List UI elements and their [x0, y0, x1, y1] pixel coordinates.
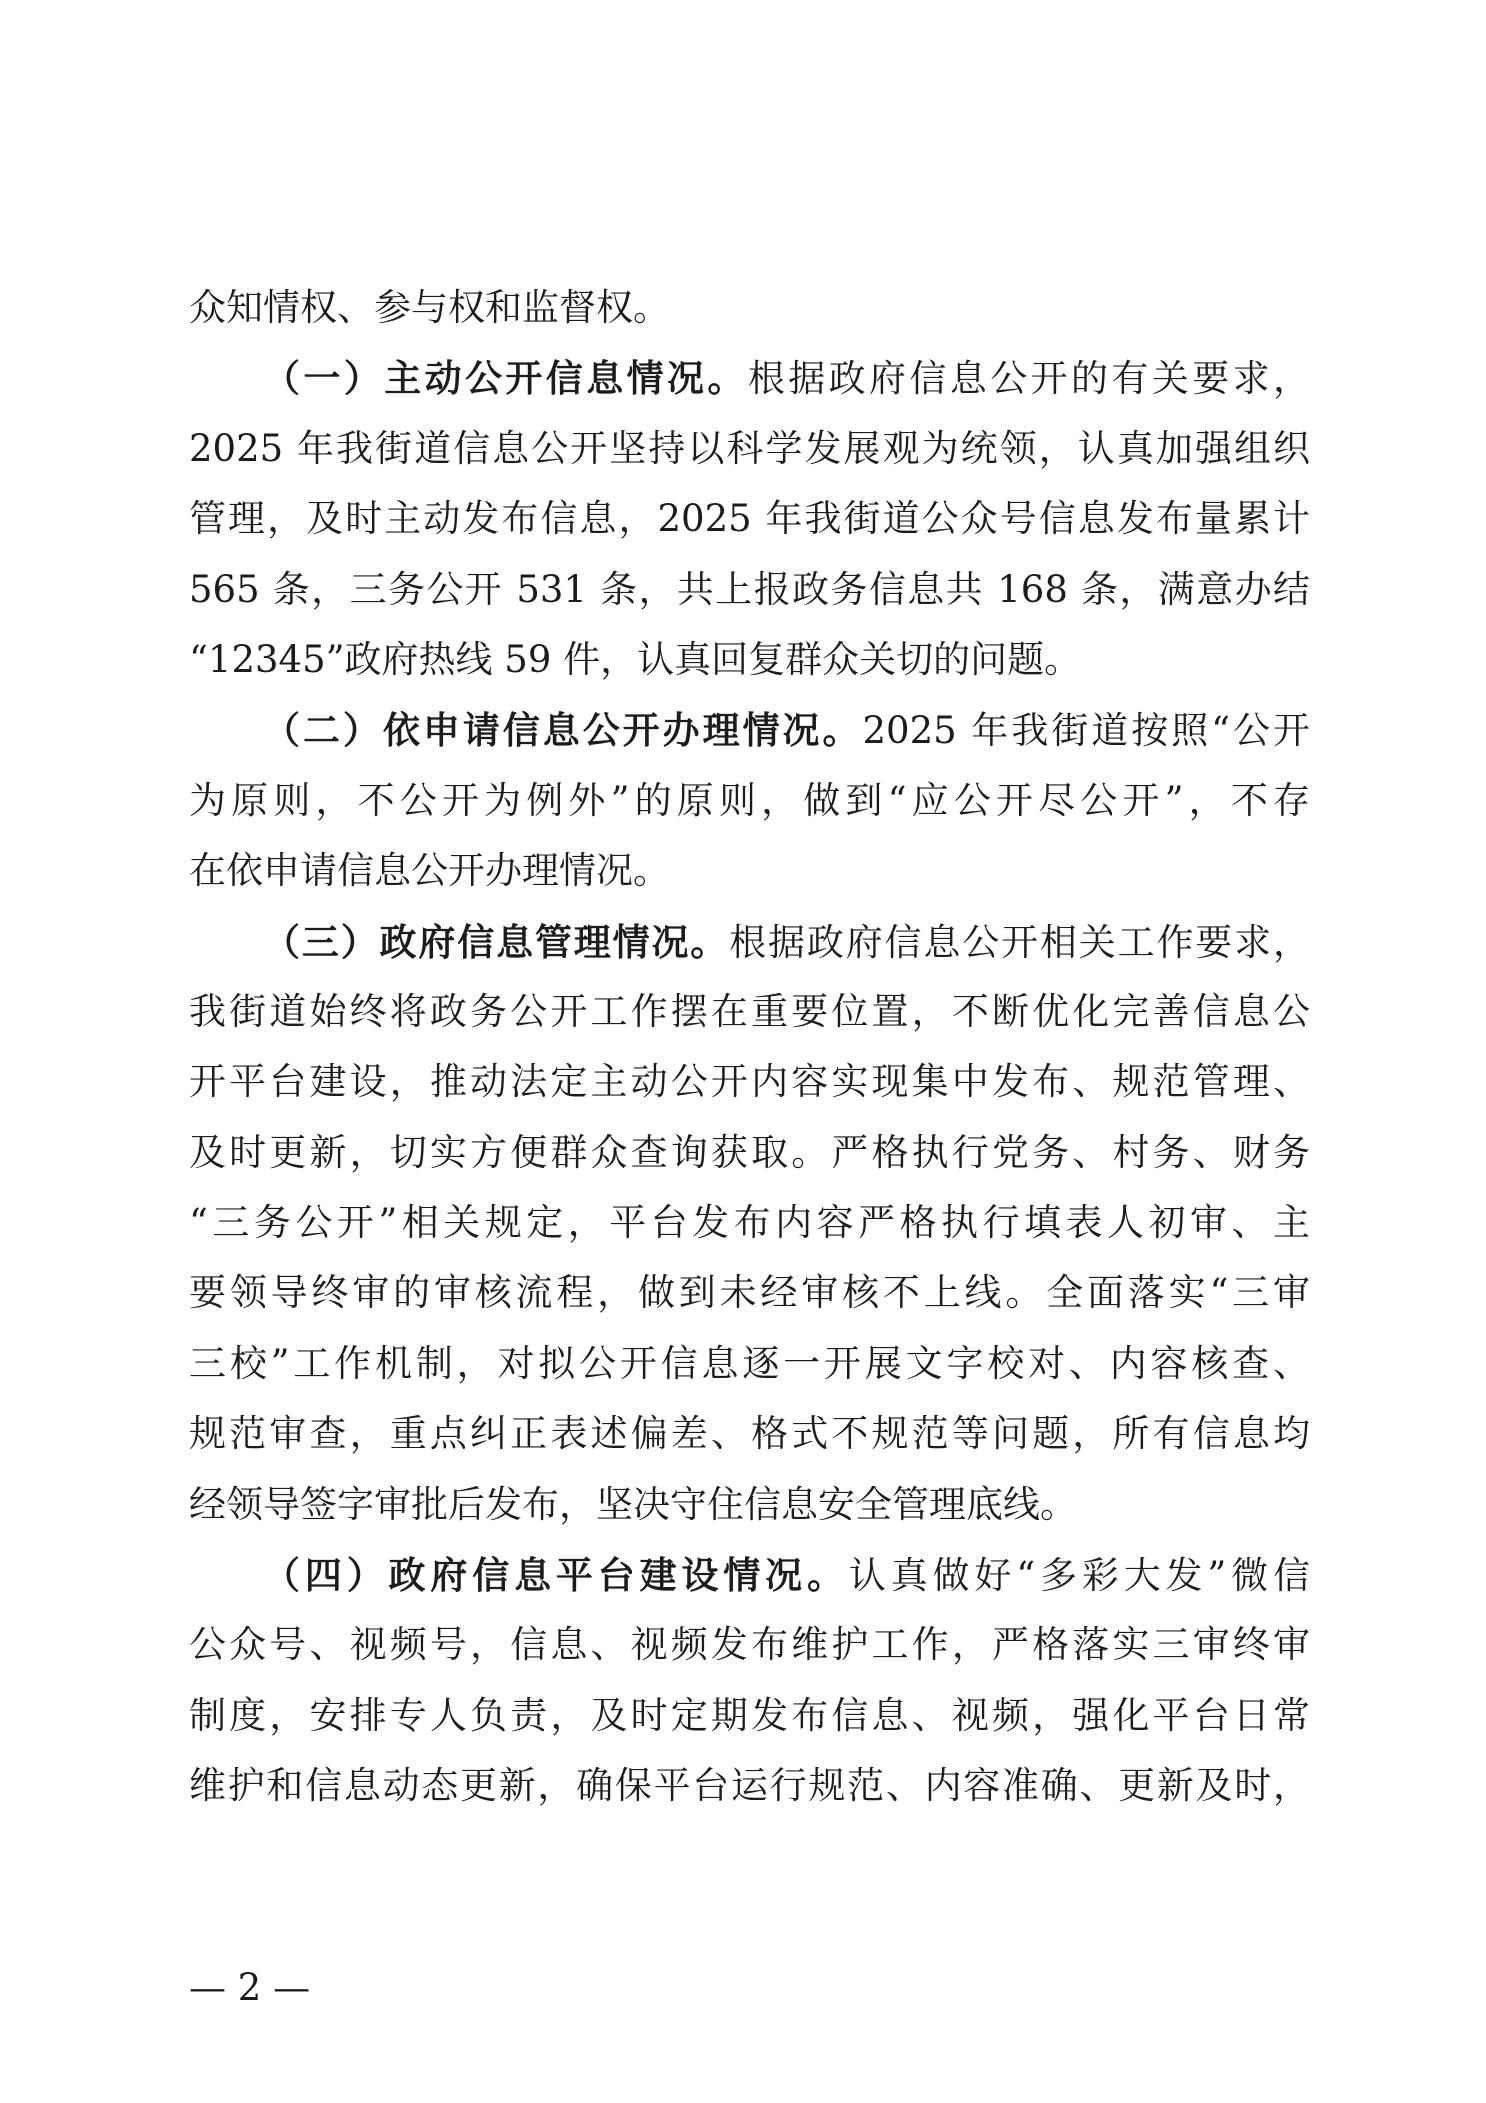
- text-line: 制度，安排专人负责，及时定期发布信息、视频，强化平台日常: [189, 1693, 1310, 1737]
- text-line: 2025 年我街道信息公开坚持以科学发展观为统领，认真加强组织: [189, 426, 1310, 470]
- paragraph-platform-construction: [189, 1540, 1310, 1822]
- page-number: — 2 —: [189, 1966, 311, 2009]
- text-line: [189, 1540, 1310, 1610]
- text-line: [189, 907, 1310, 977]
- text-line: [189, 695, 1310, 765]
- text-line: 公众号、视频号，信息、视频发布维护工作，严格落实三审终审: [189, 1623, 1310, 1667]
- text-span: 根据政府信息公开的有关要求，: [747, 357, 1310, 401]
- text-line: 我街道始终将政务公开工作摆在重要位置，不断优化完善信息公: [189, 989, 1310, 1033]
- paragraph-continuation: [189, 273, 1310, 343]
- text-line: 三校”工作机制，对拟公开信息逐一开展文字校对、内容核查、: [189, 1341, 1310, 1385]
- text-line: 众知情权、参与权和监督权。: [189, 286, 670, 329]
- text-line: 管理，及时主动发布信息，2025 年我街道公众号信息发布量累计: [189, 497, 1310, 541]
- section-heading: （四）政府信息平台建设情况。: [263, 1553, 849, 1598]
- text-line: [189, 343, 1310, 413]
- paragraph-application-disclosure: [189, 695, 1310, 906]
- text-line: 为原则，不公开为例外”的原则，做到“应公开尽公开”，不存: [189, 778, 1310, 822]
- section-heading: （二）依申请信息公开办理情况。: [263, 708, 863, 753]
- section-heading: （三）政府信息管理情况。: [263, 919, 730, 964]
- text-line: “12345”政府热线 59 件，认真回复群众关切的问题。: [189, 637, 1082, 681]
- section-heading: （一）主动公开信息情况。: [263, 356, 748, 401]
- text-span: 2025 年我街道按照“公开: [862, 709, 1310, 753]
- text-line: 经领导签字审批后发布，坚决守住信息安全管理底线。: [189, 1482, 1077, 1526]
- text-line: 开平台建设，推动法定主动公开内容实现集中发布、规范管理、: [189, 1060, 1310, 1104]
- text-span: 认真做好“多彩大发”微信: [848, 1554, 1310, 1598]
- text-line: 在依申请信息公开办理情况。: [189, 849, 670, 893]
- paragraph-proactive-disclosure: [189, 343, 1310, 695]
- body-text: [189, 273, 1310, 1822]
- paragraph-information-management: [189, 907, 1310, 1541]
- text-line: “三务公开”相关规定，平台发布内容严格执行填表人初审、主: [189, 1201, 1310, 1245]
- text-line: 及时更新，切实方便群众查询获取。严格执行党务、村务、财务: [189, 1130, 1310, 1174]
- text-line: 要领导终审的审核流程，做到未经审核不上线。全面落实“三审: [189, 1271, 1310, 1315]
- text-span: 根据政府信息公开相关工作要求，: [729, 920, 1310, 964]
- text-line: 565 条，三务公开 531 条，共上报政务信息共 168 条，满意办结: [189, 567, 1310, 611]
- text-line: 规范审查，重点纠正表述偏差、格式不规范等问题，所有信息均: [189, 1412, 1310, 1456]
- text-line: 维护和信息动态更新，确保平台运行规范、内容准确、更新及时，: [189, 1764, 1310, 1808]
